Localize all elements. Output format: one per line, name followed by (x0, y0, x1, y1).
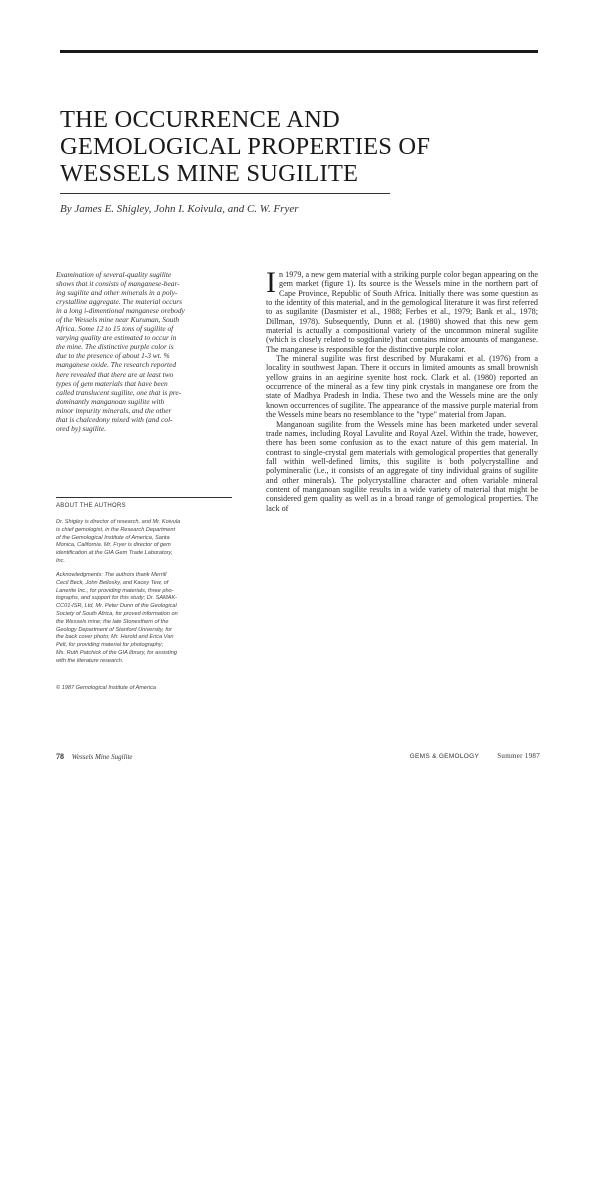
issue-date: Summer 1987 (497, 752, 540, 760)
abstract-line: due to the presence of about 1-3 wt. % (56, 351, 170, 361)
authors-note-line: Inc. (56, 557, 66, 564)
about-authors-heading: ABOUT THE AUTHORS (56, 503, 126, 509)
ack-line: the back cover photo; Mr. Harold and Erica Van (56, 634, 174, 641)
abstract-line: types of gem materials that have been (56, 378, 168, 388)
abstract-line: minor impurity minerals, and the other (56, 405, 172, 415)
body-paragraph: The mineral sugilite was first described by Murakami et al. (1976) from a locality in southwest Japan. There it occurs in limited amounts as small brownish yellow grains in an aegirine syenite host rock. Clark et al. (1980) reported an occurrence of the mineral as a few tiny pink crystals in manganese ore from the state of Madhya Pradesh in India. These two and the Wessels mine are the only known occurrences of sugilite. The appearance of the massive purple material from the Wessels mine bears no resemblance to the "type" material from Japan. (266, 354, 538, 420)
journal-name: GEMS & GEMOLOGY (409, 753, 480, 760)
ack-line: Ms. Ruth Patchick of the GIA library, for assisting (56, 649, 177, 656)
footer-right (410, 752, 540, 760)
acknowledgments (56, 572, 236, 666)
top-rule (60, 50, 538, 53)
ack-line: tographs, and support for this study; Dr. SAMAK- (56, 595, 178, 602)
authors-note-line: Monica, California. Mr. Fryer is director of gem (56, 542, 171, 549)
abstract-line: in a long i-dimentional manganese orebody (56, 306, 185, 316)
abstract-line: of the Wessels mine near Kuruman, South (56, 315, 180, 325)
body-column (266, 266, 538, 513)
title-line: THE OCCURRENCE AND (60, 106, 340, 133)
abstract-line: that is chalcedony mixed with (and col- (56, 414, 173, 424)
abstract (56, 270, 232, 433)
ack-line: Acknowledgments: The authors thank Merrill (56, 572, 167, 578)
abstract-line: Africa. Some 12 to 15 tons of sugilite of (56, 324, 174, 334)
page-number: 78 (56, 752, 64, 761)
ack-line: the Wessels mine; the late Stonesthem of the (56, 618, 169, 625)
ack-line: CC01-ISR, Ltd, Mr. Peter Dunn of the Geological (56, 603, 177, 610)
authors-note-line: of the Gemological Institute of America, Santa (56, 534, 170, 541)
authors-note-line: is chief gemologist, in the Research Department (56, 526, 176, 533)
abstract-line: ing sugilite and other minerals in a poly- (56, 288, 178, 298)
footer-left (56, 752, 133, 761)
ack-line: with the literature research. (56, 657, 124, 664)
abstract-line: varying quality are estimated to occur in (56, 333, 177, 343)
abstract-line: Examination of several-quality sugilite (56, 270, 172, 279)
authors-note-line: Dr. Shigley is director of research, and Mr. Koivula (56, 519, 181, 525)
about-rule (56, 497, 232, 498)
ack-line: Cecil Beck, John Bellosky, and Kacey Tew, of (56, 579, 169, 586)
abstract-line: dominantly manganoan sugilite with (56, 396, 165, 406)
authors-note (56, 519, 236, 566)
title-line: WESSELS MINE SUGILITE (60, 160, 359, 187)
body-paragraph: In 1979, a new gem material with a striking purple color began appearing on the gem market (figure 1). Its source is the Wessels mine in the northern part of Cape Province, Republic of South Africa. Initially there was some question as to the identity of this material, and in the gemological literature it was first referred to as sugilanite (Dasmister et al., 1988; Ferbes et al., 1979; Bank et al., 1978; Dillman, 1978). Subsequently, Dunn et al. (1980) showed that this new gem material is actually a compositional variety of the uncommon mineral sugilite (which is closely related to sogdianite) that contains minor amounts of manganese. The manganese is responsible for the distinctive purple color. (266, 266, 538, 354)
ack-line: Lanerite Inc., for providing materials, three pho- (56, 587, 174, 594)
ack-line: Society of South Africa, for proved information on (56, 610, 178, 617)
abstract-line: crystalline aggregate. The material occurs (56, 297, 182, 307)
ack-line: Geology Department of Stanford University, for (56, 626, 172, 633)
abstract-line: shows that it consists of manganese-bear- (56, 279, 180, 289)
abstract-line: ored by) sugilite. (56, 423, 107, 433)
title-line: GEMOLOGICAL PROPERTIES OF (60, 133, 431, 160)
ack-line: Pelt, for providing material for photography; (56, 642, 164, 649)
body-paragraph: Manganoan sugilite from the Wessels mine has been marketed under several trade names, including Royal Lavulite and Royal Azel. Within the trade, however, there has been some confusion as to the exact nature of this gem material. In contrast to single-crystal gem materials with gemological properties that generally fall within well-defined limits, this sugilite is both polycrystalline and polymineralic (i.e., it consists of an aggregate of tiny individual grains of sugilite and other minerals). The polycrystalline character and often variable mineral content of manganoan sugilite results in a wide variety of material that might be considered gem quality as well as in a broad range of gemological properties. The lack of (266, 419, 538, 513)
article-title (60, 106, 520, 187)
copyright-line: © 1987 Gemological Institute of America (56, 685, 156, 691)
title-rule (60, 193, 390, 194)
abstract-line: the mine. The distinctive purple color is (56, 342, 174, 352)
authors-note-line: identification at the GIA Gem Trade Laboratory, (56, 550, 173, 557)
copyright (56, 685, 236, 693)
abstract-line: here revealed that there are at least two (56, 369, 174, 379)
running-title: Wessels Mine Sugilite (71, 753, 133, 761)
abstract-line: manganese oxide. The research reported (56, 360, 177, 370)
abstract-line: called translucent sugilite, one that is pre- (56, 387, 182, 397)
byline: By James E. Shigley, John I. Koivula, and C. W. Fryer (60, 203, 299, 215)
